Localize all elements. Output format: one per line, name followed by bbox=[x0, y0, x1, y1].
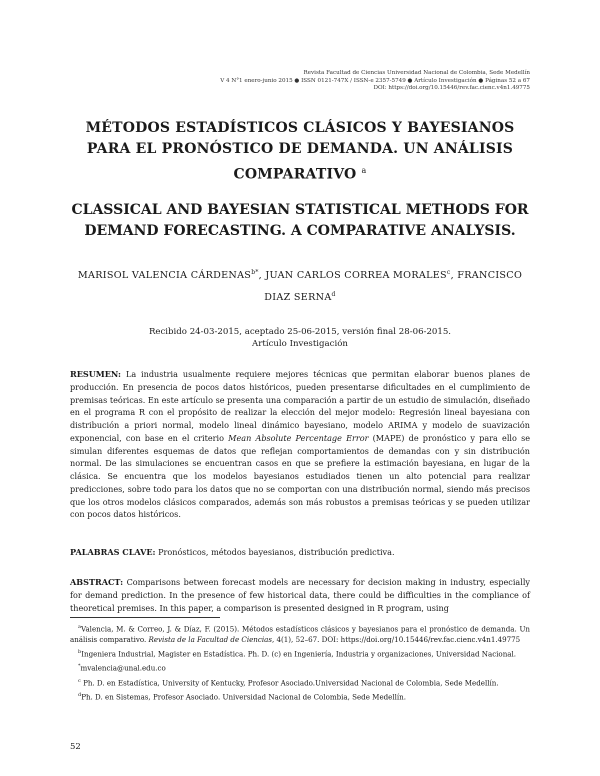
author-3-mark: d bbox=[331, 291, 336, 299]
author-email: mvalencia@unal.edu.co bbox=[80, 663, 166, 673]
page-number: 52 bbox=[70, 742, 81, 752]
footnote-d-text: Ph. D. en Sistemas, Profesor Asociado. Universidad Nacional de Colombia, Sede Medellín. bbox=[81, 692, 407, 702]
footnote-b-mark: b bbox=[78, 648, 82, 655]
resumen-label: RESUMEN: bbox=[70, 369, 122, 379]
title-english bbox=[70, 200, 530, 242]
footnote-a-doi: , 4(1), 52–67. DOI: https://doi.org/10.15446/rev.fac.cienc.v4n1.49775 bbox=[271, 634, 521, 644]
abstract-paragraph bbox=[70, 576, 530, 614]
article-dates bbox=[70, 326, 530, 350]
keywords-label: PALABRAS CLAVE: bbox=[70, 547, 156, 557]
title-es-line-3-text: COMPARATIVO bbox=[233, 166, 357, 183]
title-es-line-2: PARA EL PRONÓSTICO DE DEMANDA. UN ANÁLISIS bbox=[86, 141, 514, 157]
title-footnote-mark: a bbox=[361, 166, 367, 175]
title-en-line-1: CLASSICAL AND BAYESIAN STATISTICAL METHODS FOR bbox=[71, 202, 529, 218]
footnote-c bbox=[70, 676, 530, 689]
footnote-c-mark: c bbox=[78, 677, 81, 684]
journal-header bbox=[110, 70, 530, 93]
footnote-divider bbox=[70, 617, 220, 618]
article-type: Artículo Investigación bbox=[252, 339, 348, 349]
author-3-last: DIAZ SERNA bbox=[264, 292, 332, 304]
author-1: MARISOL VALENCIA CÁRDENAS bbox=[77, 270, 252, 282]
header-line-issn: V 4 N°1 enero-junio 2015 ● ISSN 0121-747X / ISSN-e 2357-5749 ● Artículo Investigación ● Páginas 52 a 67 bbox=[220, 77, 530, 84]
received-dates: Recibido 24-03-2015, aceptado 25-06-2015, versión final 28-06-2015. bbox=[148, 327, 452, 337]
footnote-email bbox=[70, 661, 530, 674]
footnote-d-mark: d bbox=[78, 692, 82, 699]
title-es-line-1: MÉTODOS ESTADÍSTICOS CLÁSICOS Y BAYESIANOS bbox=[85, 120, 515, 136]
title-spanish bbox=[70, 118, 530, 186]
author-1-mark: b* bbox=[251, 269, 259, 276]
author-3-first: , FRANCISCO bbox=[450, 270, 523, 282]
author-2: , JUAN CARLOS CORREA MORALES bbox=[258, 270, 447, 282]
header-line-doi: DOI: https://doi.org/10.15446/rev.fac.cienc.v4n1.49775 bbox=[373, 85, 530, 92]
title-es-line-3 bbox=[70, 160, 530, 186]
author-2-mark: c bbox=[446, 269, 451, 276]
footnote-a-text: Valencia, M. & Correo, J. & Díaz, F. (2015). Métodos estadísticos clásicos y bayesianos para el pronóstico de demanda. Un análisis comparativo. bbox=[70, 624, 530, 644]
footnote-b-text: Ingeniera Industrial, Magister en Estadística. Ph. D. (c) en Ingeniería, Industria y organizaciones, Universidad Nacional. bbox=[81, 649, 517, 659]
abstract-text: Comparisons between forecast models are necessary for decision making in industry, especially for demand prediction. In the presence of few historical data, there could be difficulties in the compliance of theoretical premises. In this paper, a comparison is presented designed in R program, using bbox=[70, 577, 530, 613]
footnote-b bbox=[70, 647, 530, 660]
footnote-a bbox=[70, 622, 530, 645]
author-list bbox=[65, 263, 535, 307]
abstract-label: ABSTRACT: bbox=[70, 577, 124, 587]
authors-line-2 bbox=[65, 285, 535, 307]
resumen-text-1: La industria usualmente requiere mejores técnicas que permitan elaborar buenos planes de producción. En presencia de pocos datos históricos, pueden presentarse dificultades en el cumplimiento de premisas teóricas. En este artículo se presenta una comparación a partir de un estudio de simulación, diseñado en el programa R con el propósito de realizar la elección del mejor modelo: Regresión lineal bayesiana con distribución a priori normal, modelo lineal dinámico bayesiano, modelo ARIMA y modelo de suavización exponencial, con base en el criterio bbox=[70, 369, 530, 443]
resumen-text-2: (MAPE) de pronóstico y para ello se simulan diferentes esquemas de datos que reflejan comportamientos de demandas con y sin distribución normal. De las simulaciones se encuentran casos en que se prefiere la estimación bayesiana, en lugar de la clásica. Se encuentra que los modelos bayesianos estudiados tienen un alto potencial para realizar predicciones, sobre todo para los datos que no se comportan con una distribución normal, siendo más precisos que los otros modelos clásicos comparados, además son más robustos a premisas teóricas y se pueden utilizar con pocos datos históricos. bbox=[70, 432, 531, 520]
resumen-paragraph bbox=[70, 368, 530, 521]
resumen-emphasis: Mean Absolute Percentage Error bbox=[228, 432, 369, 443]
footnote-a-mark: a bbox=[78, 624, 81, 630]
authors-line-1 bbox=[65, 263, 535, 285]
footnote-c-text: Ph. D. en Estadística, University of Kentucky, Profesor Asociado.Universidad Nacional de Colombia, Sede Medellín. bbox=[80, 678, 499, 688]
keywords-text: Pronósticos, métodos bayesianos, distribución predictiva. bbox=[155, 547, 395, 557]
footnote-email-mark: * bbox=[78, 663, 81, 670]
footnote-d bbox=[70, 690, 530, 703]
keywords-paragraph bbox=[70, 546, 530, 559]
title-en-line-2: DEMAND FORECASTING. A COMPARATIVE ANALYSIS. bbox=[84, 223, 516, 239]
header-line-journal: Revista Facultad de Ciencias Universidad Nacional de Colombia, Sede Medellín bbox=[303, 70, 530, 76]
footnotes bbox=[70, 622, 530, 705]
footnote-a-journal: Revista de la Facultad de Ciencias bbox=[148, 634, 272, 644]
